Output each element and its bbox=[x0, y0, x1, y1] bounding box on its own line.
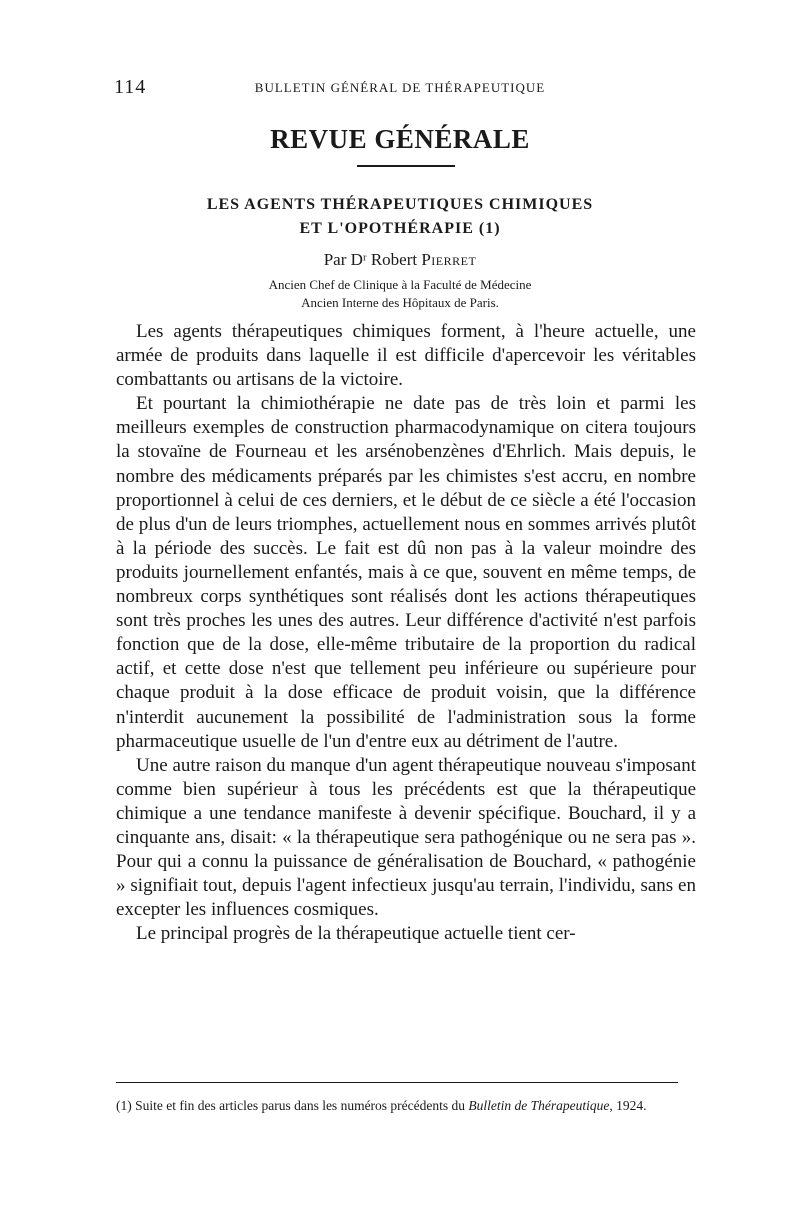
paragraph: Le principal progrès de la thérapeutique actuelle tient cer- bbox=[136, 923, 576, 945]
paragraph: Et pourtant la chimiothérapie ne date pas de très loin et parmi les meilleurs exemples de construction pharmacodynamique on citera toujours la stovaïne de Fourneau et les arsénobenzènes d'Ehrlich. Mais depuis, le nombre des médicaments préparés par les chimistes s'est accru, en nombre proportionnel à celui de ces derniers, et le début de ce siècle a été l'occasion de plus d'un de leurs triomphes, actuellement nous en sommes arrivés plutôt à la période des succès. Le fait est dû non pas à la valeur moindre des produits journellement enfantés, mais à ce que, souvent en même temps, de nombreux corps synthétiques sont réalisés dont les actions thérapeutiques sont très proches les unes des autres. Leur différence d'activité n'est parfois fonction que de la dose, elle-même tributaire de la proportion du radical actif, et cette dose n'est que tellement peu inférieure ou supérieure pour chaque produit à la dose efficace de produit voisin, que la différence n'interdit aucunement la possibilité de l'administration sous la forme pharmaceutique usuelle de l'un d'entre eux au détriment de l'autre. bbox=[116, 393, 696, 752]
title-divider bbox=[357, 165, 455, 167]
affiliation-line-2: Ancien Interne des Hôpitaux de Paris. bbox=[301, 295, 499, 310]
footnote-year: , 1924. bbox=[609, 1098, 647, 1113]
footnote-journal: Bulletin de Thérapeutique bbox=[468, 1098, 610, 1113]
section-title: REVUE GÉNÉRALE bbox=[270, 124, 530, 154]
article-body bbox=[116, 320, 696, 946]
footnote-divider bbox=[116, 1082, 678, 1083]
footnote bbox=[116, 1096, 694, 1116]
paragraph: Les agents thérapeutiques chimiques forment, à l'heure actuelle, une armée de produits dans laquelle il est difficile d'apercevoir les véritables combattants ou artisans de la victoire. bbox=[116, 321, 696, 391]
article-title-line-1: LES AGENTS THÉRAPEUTIQUES CHIMIQUES bbox=[206, 196, 594, 213]
running-head bbox=[114, 76, 686, 100]
footnote-text: (1) Suite et fin des articles parus dans les numéros précédents du bbox=[116, 1098, 466, 1113]
page-number: 114 bbox=[114, 76, 147, 98]
paragraph: Une autre raison du manque d'un agent thérapeutique nouveau s'imposant comme bien supérieur à tous les précédents est que la thérapeutique chimique a une tendance manifeste à devenir spécifique. Bouchard, il y a cinquante ans, disait: « la thérapeutique sera pathogénique ou ne sera pas ». Pour qui a connu la puissance de généralisation de Bouchard, « pathogénie » signifiait tout, depuis l'agent infectieux jusqu'au terrain, l'individu, sans en excepter les influences cosmiques. bbox=[116, 754, 696, 921]
byline-prefix: Par Dʳ Robert bbox=[323, 250, 418, 269]
byline bbox=[0, 250, 800, 270]
article-title-line-2: ET L'OPOTHÉRAPIE (1) bbox=[299, 220, 501, 237]
journal-title: BULLETIN GÉNÉRAL DE THÉRAPEUTIQUE bbox=[254, 80, 546, 95]
article-title bbox=[0, 193, 800, 241]
author-surname: Pierret bbox=[421, 250, 477, 269]
author-affiliation bbox=[0, 276, 800, 312]
affiliation-line-1: Ancien Chef de Clinique à la Faculté de Médecine bbox=[268, 277, 532, 292]
